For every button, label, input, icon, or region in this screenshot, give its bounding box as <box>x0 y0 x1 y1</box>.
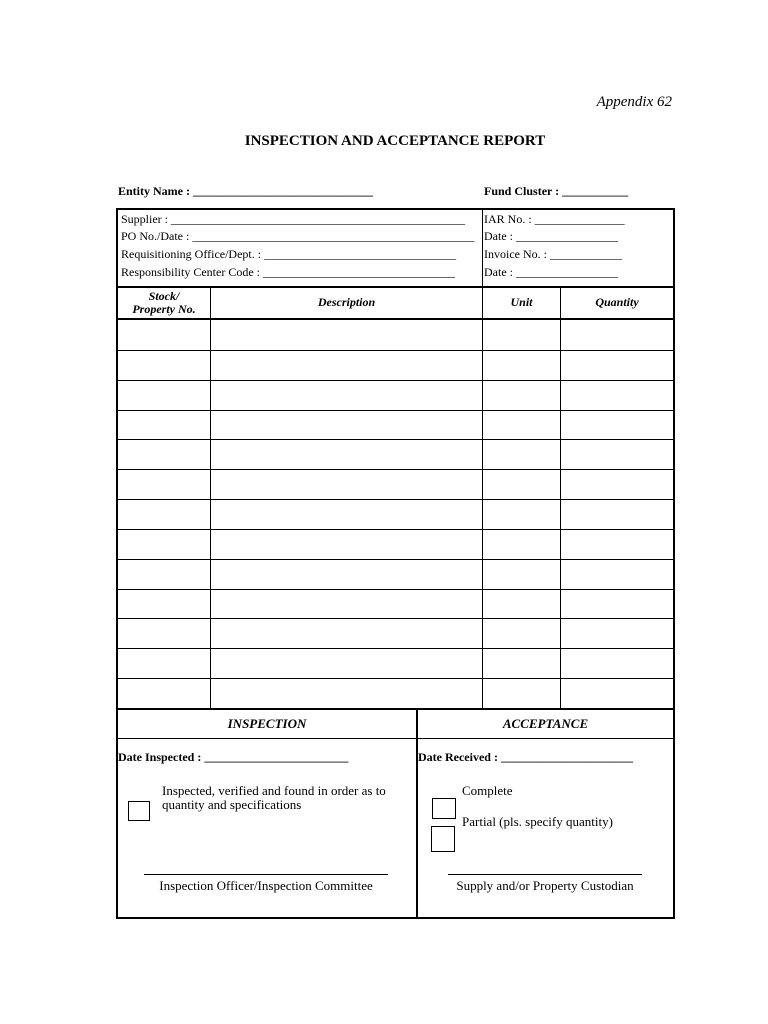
col-line-3 <box>560 288 561 708</box>
quantity-cell[interactable] <box>560 618 673 648</box>
table-row <box>118 678 673 708</box>
quantity-cell[interactable] <box>560 529 673 559</box>
info-bottom-border <box>118 286 673 288</box>
entity-name-field[interactable]: Entity Name : ______________________________ <box>118 184 373 198</box>
description-cell[interactable] <box>210 410 482 440</box>
unit-cell[interactable] <box>482 648 560 678</box>
col-header-description: Description <box>317 295 376 309</box>
form-title: INSPECTION AND ACCEPTANCE REPORT <box>244 133 546 149</box>
table-row <box>118 439 673 469</box>
table-row <box>118 469 673 499</box>
row-separator <box>118 559 673 560</box>
description-cell[interactable] <box>210 559 482 589</box>
row-separator <box>118 529 673 530</box>
row-separator <box>118 410 673 411</box>
table-row <box>118 320 673 350</box>
table-row <box>118 648 673 678</box>
table-row <box>118 529 673 559</box>
quantity-cell[interactable] <box>560 499 673 529</box>
quantity-cell[interactable] <box>560 350 673 380</box>
unit-cell[interactable] <box>482 589 560 619</box>
table-row <box>118 618 673 648</box>
complete-checkbox[interactable] <box>432 798 456 819</box>
iar-date-field[interactable]: Date : _________________ <box>484 229 618 243</box>
row-separator <box>118 439 673 440</box>
stock-cell[interactable] <box>118 469 210 499</box>
unit-cell[interactable] <box>482 559 560 589</box>
description-cell[interactable] <box>210 678 482 708</box>
report-form <box>116 208 675 919</box>
date-received-field[interactable]: Date Received : ______________________ <box>418 750 633 764</box>
description-cell[interactable] <box>210 648 482 678</box>
items-table <box>118 320 673 708</box>
inspection-signature-line <box>144 874 388 875</box>
row-separator <box>118 678 673 679</box>
quantity-cell[interactable] <box>560 320 673 350</box>
requisitioning-office-field[interactable]: Requisitioning Office/Dept. : ________________________________ <box>121 247 457 261</box>
partial-checkbox[interactable] <box>431 826 455 852</box>
stock-cell[interactable] <box>118 529 210 559</box>
row-separator <box>118 350 673 351</box>
col-header-unit: Unit <box>510 295 533 309</box>
unit-cell[interactable] <box>482 529 560 559</box>
stock-cell[interactable] <box>118 350 210 380</box>
stock-cell[interactable] <box>118 559 210 589</box>
stock-cell[interactable] <box>118 589 210 619</box>
col-line-1 <box>210 288 211 708</box>
table-row <box>118 559 673 589</box>
info-divider <box>482 210 483 288</box>
invoice-date-field[interactable]: Date : _________________ <box>484 265 618 279</box>
quantity-cell[interactable] <box>560 439 673 469</box>
invoice-no-field[interactable]: Invoice No. : ____________ <box>484 247 622 261</box>
unit-cell[interactable] <box>482 350 560 380</box>
unit-cell[interactable] <box>482 439 560 469</box>
unit-cell[interactable] <box>482 380 560 410</box>
acceptance-header: ACCEPTANCE <box>502 716 589 731</box>
inspection-signatory: Inspection Officer/Inspection Committee <box>159 878 373 893</box>
table-row <box>118 350 673 380</box>
quantity-cell[interactable] <box>560 559 673 589</box>
col-header-stock-line2: Property No. <box>132 302 196 316</box>
col-header-stock <box>118 290 210 316</box>
row-separator <box>118 499 673 500</box>
quantity-cell[interactable] <box>560 469 673 499</box>
stock-cell[interactable] <box>118 648 210 678</box>
stock-cell[interactable] <box>118 499 210 529</box>
po-date-field[interactable]: PO No./Date : _______________________________________________ <box>121 229 475 243</box>
fund-cluster-field[interactable]: Fund Cluster : ___________ <box>484 184 629 198</box>
section-divider <box>416 708 418 919</box>
unit-cell[interactable] <box>482 410 560 440</box>
iar-no-field[interactable]: IAR No. : _______________ <box>484 212 625 226</box>
section-header-border <box>118 738 673 739</box>
table-row <box>118 410 673 440</box>
stock-cell[interactable] <box>118 410 210 440</box>
appendix-label: Appendix 62 <box>596 94 672 110</box>
description-cell[interactable] <box>210 499 482 529</box>
stock-cell[interactable] <box>118 380 210 410</box>
unit-cell[interactable] <box>482 678 560 708</box>
table-bottom-border <box>118 708 673 710</box>
supplier-field[interactable]: Supplier : _________________________________________________ <box>121 212 465 226</box>
unit-cell[interactable] <box>482 618 560 648</box>
table-row <box>118 380 673 410</box>
responsibility-center-field[interactable]: Responsibility Center Code : ________________________________ <box>121 265 455 279</box>
col-line-2 <box>482 288 483 708</box>
description-cell[interactable] <box>210 618 482 648</box>
description-cell[interactable] <box>210 380 482 410</box>
unit-cell[interactable] <box>482 499 560 529</box>
quantity-cell[interactable] <box>560 648 673 678</box>
table-row <box>118 589 673 619</box>
quantity-cell[interactable] <box>560 589 673 619</box>
unit-cell[interactable] <box>482 469 560 499</box>
complete-label: Complete <box>462 783 513 798</box>
row-separator <box>118 589 673 590</box>
description-cell[interactable] <box>210 320 482 350</box>
stock-cell[interactable] <box>118 320 210 350</box>
date-inspected-field[interactable]: Date Inspected : ________________________ <box>118 750 349 764</box>
acceptance-signatory: Supply and/or Property Custodian <box>456 878 634 893</box>
inspected-checkbox[interactable] <box>128 801 150 821</box>
stock-cell[interactable] <box>118 618 210 648</box>
description-cell[interactable] <box>210 469 482 499</box>
acceptance-signature-line <box>448 874 642 875</box>
quantity-cell[interactable] <box>560 380 673 410</box>
row-separator <box>118 469 673 470</box>
stock-cell[interactable] <box>118 678 210 708</box>
description-cell[interactable] <box>210 589 482 619</box>
description-cell[interactable] <box>210 439 482 469</box>
col-header-quantity: Quantity <box>595 295 639 309</box>
row-separator <box>118 380 673 381</box>
description-cell[interactable] <box>210 350 482 380</box>
description-cell[interactable] <box>210 529 482 559</box>
quantity-cell[interactable] <box>560 678 673 708</box>
unit-cell[interactable] <box>482 320 560 350</box>
col-header-stock-line1: Stock/ <box>148 289 180 303</box>
inspection-header: INSPECTION <box>227 716 307 731</box>
stock-cell[interactable] <box>118 439 210 469</box>
partial-label: Partial (pls. specify quantity) <box>462 814 613 829</box>
table-row <box>118 499 673 529</box>
quantity-cell[interactable] <box>560 410 673 440</box>
row-separator <box>118 618 673 619</box>
row-separator <box>118 648 673 649</box>
inspected-text: Inspected, verified and found in order as to quantity and specifications <box>162 783 386 812</box>
